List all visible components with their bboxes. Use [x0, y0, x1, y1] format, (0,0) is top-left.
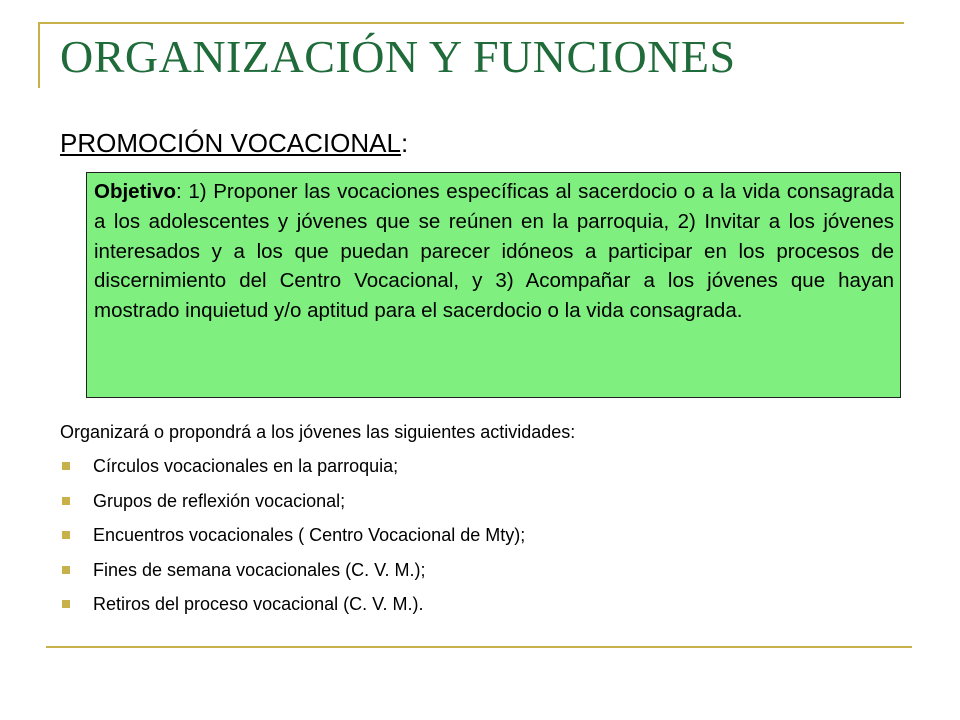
list-item-text: Grupos de reflexión vocacional;	[93, 490, 346, 511]
list-item-text: Fines de semana vocacionales (C. V. M.);	[93, 559, 426, 580]
section-heading-text: PROMOCIÓN VOCACIONAL	[60, 128, 401, 158]
activities-list	[60, 454, 525, 627]
bottom-rule	[46, 646, 912, 648]
top-rule	[38, 22, 904, 24]
square-bullet-icon	[62, 462, 70, 470]
list-item	[60, 454, 525, 489]
list-item-text: Círculos vocacionales en la parroquia;	[93, 456, 399, 476]
objective-box	[86, 172, 901, 398]
objective-label: Objetivo	[94, 180, 177, 203]
list-item	[60, 592, 525, 627]
activities-intro: Organizará o propondrá a los jóvenes las siguientes actividades:	[60, 422, 576, 442]
list-item	[60, 489, 525, 524]
objective-text: : 1) Proponer las vocaciones específicas al sacerdocio o a la vida consagrada a los adolescentes y jóvenes que se reúnen en la parroquia, 2) Invitar a los jóvenes interesados y a los que puedan parecer idóneos a participar en los procesos de discernimiento del Centro Vocacional, y 3) Acompañar a los jóvenes que hayan mostrado inquietud y/o aptitud para el sacerdocio o la vida consagrada.	[94, 180, 894, 323]
section-heading-colon: :	[400, 128, 409, 158]
square-bullet-icon	[62, 600, 70, 608]
left-rule	[38, 22, 40, 88]
square-bullet-icon	[62, 497, 70, 505]
list-item	[60, 558, 525, 593]
section-heading	[60, 128, 408, 159]
slide-title: ORGANIZACIÓN Y FUNCIONES	[60, 31, 736, 82]
list-item-text: Encuentros vocacionales ( Centro Vocacional de Mty);	[93, 525, 526, 545]
square-bullet-icon	[62, 531, 70, 539]
square-bullet-icon	[62, 566, 70, 574]
list-item-text: Retiros del proceso vocacional (C. V. M.).	[93, 594, 424, 614]
list-item	[60, 523, 525, 558]
